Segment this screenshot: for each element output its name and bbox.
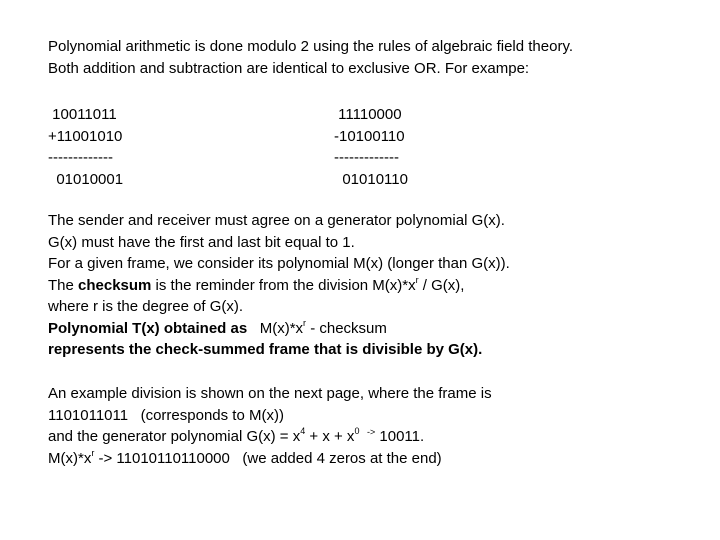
addition-operand-1: 10011011: [48, 106, 117, 123]
p2-line-1: The sender and receiver must agree on a generator polynomial G(x).: [48, 212, 505, 229]
p2-line-3: For a given frame, we consider its polynomial M(x) (longer than G(x)).: [48, 255, 510, 272]
p3-line-3-post: 10011.: [375, 428, 425, 445]
intro-line-2: Both addition and subtraction are identical to exclusive OR. For exampe:: [48, 59, 530, 77]
p3-line-3: [48, 426, 688, 448]
p2-line-6-sup: r: [303, 317, 307, 328]
p2-line-2: G(x) must have the first and last bit equal to 1.: [48, 233, 355, 251]
addition-example: [48, 104, 208, 190]
p3-line-3-arrow: ->: [359, 427, 376, 437]
subtraction-result: 01010110: [334, 170, 408, 188]
p2-line-6-mid: M(x)*x: [247, 319, 304, 337]
p2-line-4: [48, 275, 688, 297]
p2-line-4-post: / G(x),: [418, 276, 465, 294]
p3-line-1: An example division is shown on the next page, where the frame is: [48, 385, 492, 402]
addition-operand-2: +11001010: [48, 127, 123, 145]
p2-line-6-post: - checksum: [306, 319, 387, 337]
generator-paragraph: [48, 210, 688, 361]
intro-paragraph: [48, 36, 688, 79]
p3-line-3-mid: + x + x: [305, 428, 355, 445]
p3-line-3-sup1: 4: [300, 426, 306, 436]
checksum-term: checksum: [78, 276, 152, 294]
example-paragraph: [48, 383, 688, 469]
subtraction-operand-1: 11110000: [334, 106, 402, 123]
addition-rule: -------------: [48, 149, 113, 166]
p2-line-4-sup: r: [415, 274, 419, 285]
p2-line-6: [48, 318, 688, 340]
p3-line-3-sup2: 0: [354, 426, 360, 436]
p2-line-7: represents the check-summed frame that is divisible by G(x).: [48, 341, 483, 358]
subtraction-rule: -------------: [334, 149, 399, 166]
p3-line-2: 1101011011 (corresponds to M(x)): [48, 406, 284, 424]
p3-line-4-sup: r: [91, 447, 95, 458]
p3-line-3-pre: and the generator polynomial G(x) = x: [48, 428, 301, 445]
p2-line-4-mid: is the reminder from the division M(x)*x: [151, 276, 416, 294]
p3-line-4-post: -> 11010110110000 (we added 4 zeros at the end): [94, 449, 442, 467]
addition-result: 01010001: [48, 170, 124, 188]
p2-line-6-bold: Polynomial T(x) obtained as: [48, 319, 248, 337]
subtraction-operand-2: -10100110: [334, 127, 405, 145]
intro-line-1: Polynomial arithmetic is done modulo 2 using the rules of algebraic field theory.: [48, 38, 573, 55]
p2-line-4-pre: The: [48, 276, 79, 294]
p3-line-4-pre: M(x)*x: [48, 449, 92, 467]
p3-line-4: [48, 448, 688, 470]
subtraction-example: [334, 104, 494, 190]
p2-line-5: where r is the degree of G(x).: [48, 298, 244, 315]
